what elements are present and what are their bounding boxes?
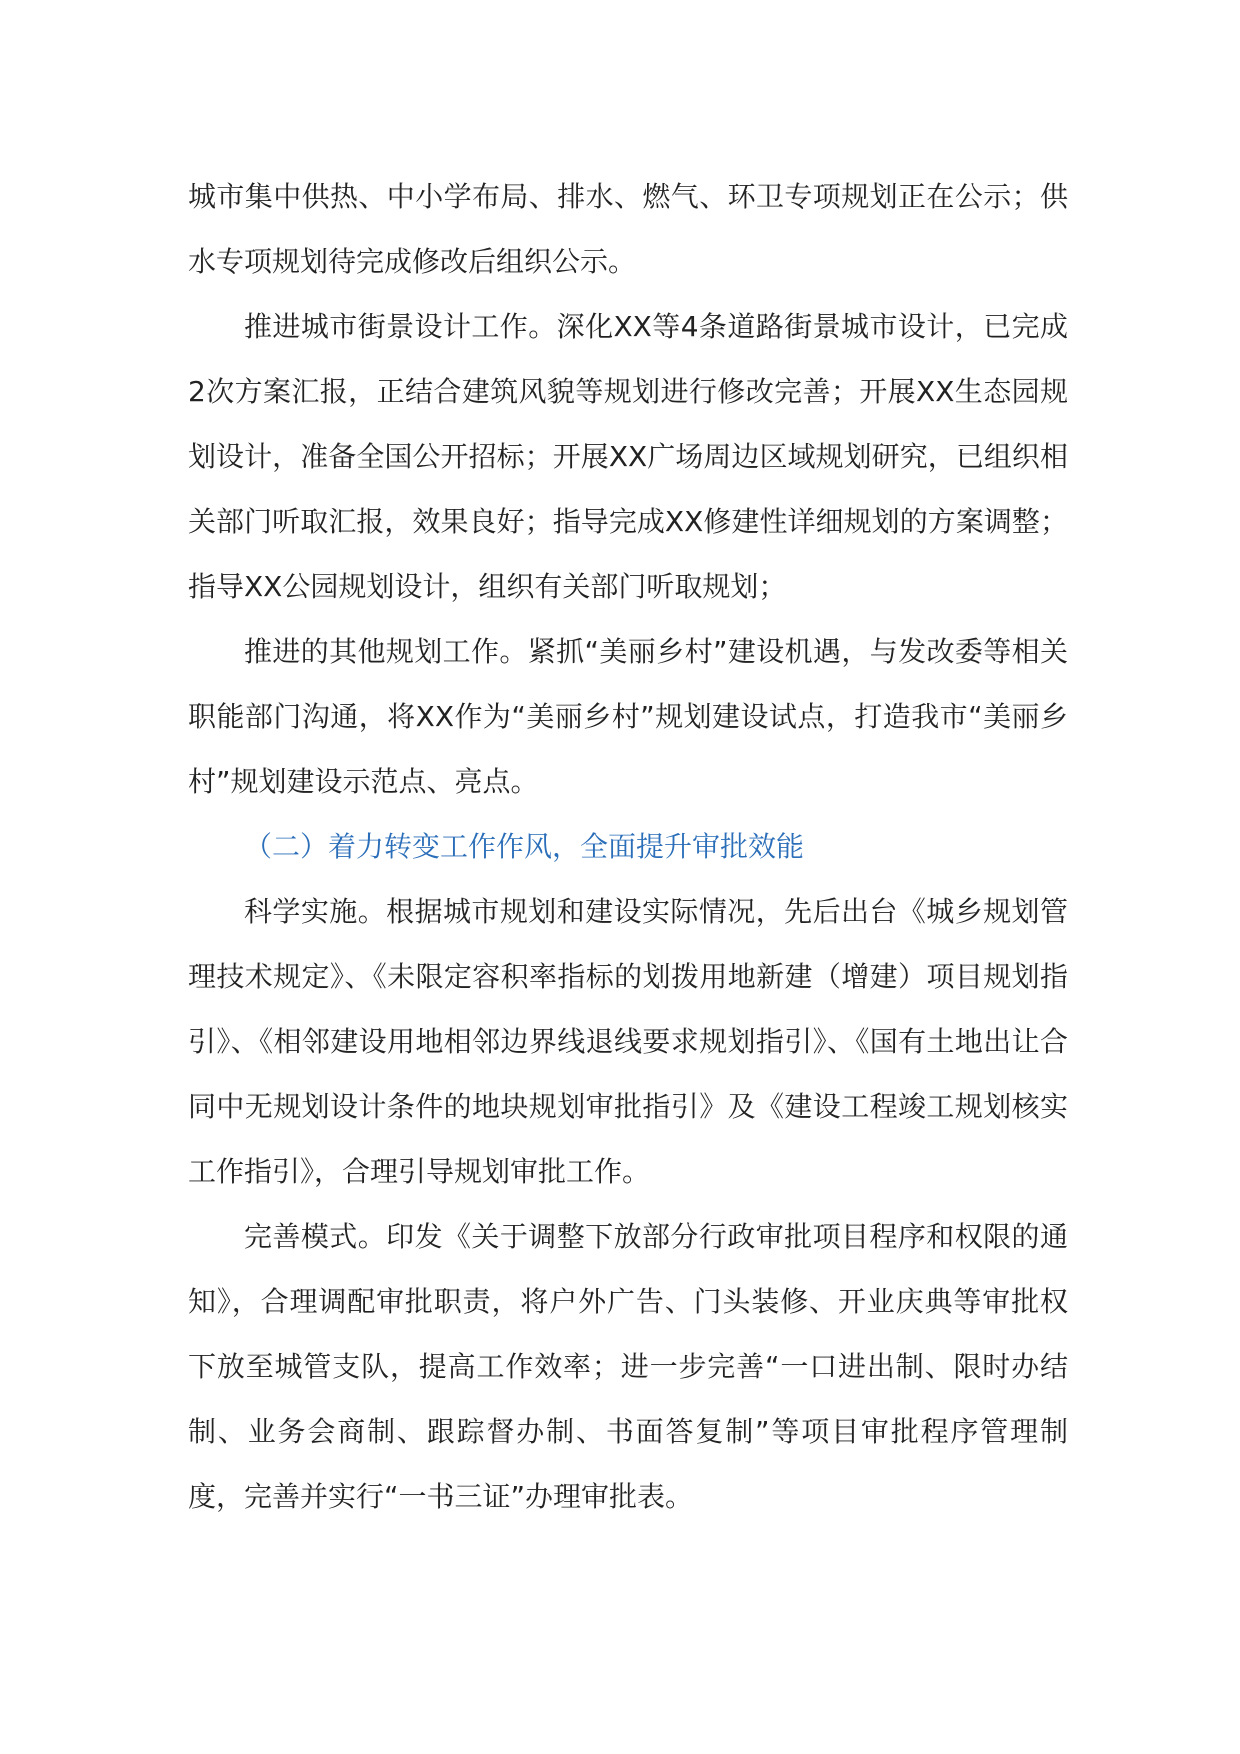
paragraph-scientific-implementation: 科学实施。根据城市规划和建设实际情况，先后出台《城乡规划管理技术规定》、《未限定容积率指标的划拨用地新建（增建）项目规划指引》、《相邻建设用地相邻边界线退线要求规划指引》、《国有土地出让合同中无规划设计条件的地块规划审批指引》及《建设工程竣工规划核实工作指引》，合理引导规划审批工作。	[188, 895, 1068, 1188]
paragraph-street-design: 推进城市街景设计工作。深化XX等4条道路街景城市设计，已完成2次方案汇报，正结合建筑风貌等规划进行修改完善；开展XX生态园规划设计，准备全国公开招标；开展XX广场周边区域规划研究，已组织相关部门听取汇报，效果良好；指导完成XX修建性详细规划的方案调整；指导XX公园规划设计，组织有关部门听取规划；	[188, 310, 1068, 603]
paragraph-improve-mode: 完善模式。印发《关于调整下放部分行政审批项目程序和权限的通知》，合理调配审批职责，将户外广告、门头装修、开业庆典等审批权下放至城管支队，提高工作效率；进一步完善“一口进出制、限时办结制、业务会商制、跟踪督办制、书面答复制”等项目审批程序管理制度，完善并实行“一书三证”办理审批表。	[188, 1220, 1068, 1513]
document-page	[188, 164, 1068, 1529]
paragraph-other-planning: 推进的其他规划工作。紧抓“美丽乡村”建设机遇，与发改委等相关职能部门沟通，将XX作为“美丽乡村”规划建设试点，打造我市“美丽乡村”规划建设示范点、亮点。	[188, 635, 1068, 798]
paragraph-1: 城市集中供热、中小学布局、排水、燃气、环卫专项规划正在公示；供水专项规划待完成修改后组织公示。	[188, 180, 1068, 278]
section-heading: （二）着力转变工作作风，全面提升审批效能	[244, 830, 805, 863]
